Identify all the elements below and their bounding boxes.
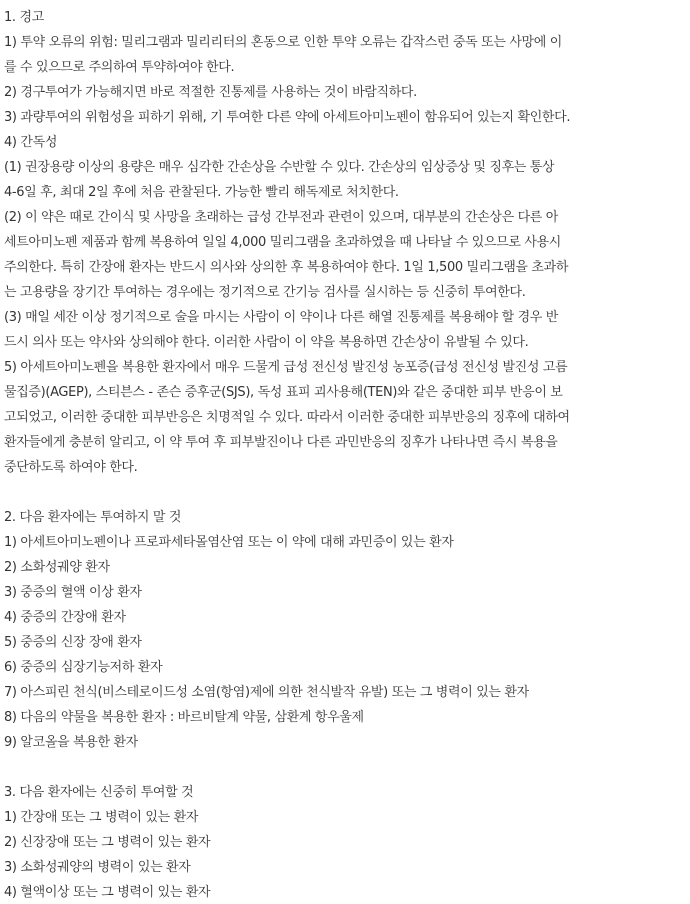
text-line: (2) 이 약은 때로 간이식 및 사망을 초래하는 급성 간부전과 관련이 있으며, 대부분의 간손상은 다른 아 xyxy=(4,210,558,225)
section-heading-cautions: 3. 다음 환자에는 신중히 투여할 것 xyxy=(4,785,194,800)
section-heading-warnings: 1. 경고 xyxy=(4,10,44,25)
text-line: 주의한다. 특히 간장애 환자는 반드시 의사와 상의한 후 복용하여야 한다. 1일 1,500 밀리그램을 초과하 xyxy=(4,260,569,275)
text-line: 고되었고, 이러한 중대한 피부반응은 치명적일 수 있다. 따라서 이러한 중대한 피부반응의 징후에 대하여 xyxy=(4,410,570,425)
text-line: (1) 권장용량 이상의 용량은 매우 심각한 간손상을 수반할 수 있다. 간손상의 임상증상 및 징후는 통상 xyxy=(4,160,555,175)
text-line: 1) 투약 오류의 위험: 밀리그램과 밀리리터의 혼동으로 인한 투약 오류는 갑작스런 중독 또는 사망에 이 xyxy=(4,35,562,50)
list-item: 4) 중증의 간장애 환자 xyxy=(4,610,126,625)
text-line: 물집증)(AGEP), 스티븐스 - 존슨 증후군(SJS), 독성 표피 괴사용해(TEN)와 같은 중대한 피부 반응이 보 xyxy=(4,385,563,400)
list-item: 6) 중증의 심장기능저하 환자 xyxy=(4,660,163,675)
text-line: 를 수 있으므로 주의하여 투약하여야 한다. xyxy=(4,60,235,75)
list-item: 4) 혈액이상 또는 그 병력이 있는 환자 xyxy=(4,885,211,900)
text-line: 3) 과량투여의 위험성을 피하기 위해, 기 투여한 다른 약에 아세트아미노펜이 함유되어 있는지 확인한다. xyxy=(4,110,571,125)
text-line: 는 고용량을 장기간 투여하는 경우에는 정기적으로 간기능 검사를 실시하는 등 신중히 투여한다. xyxy=(4,285,526,300)
list-item: 1) 간장애 또는 그 병력이 있는 환자 xyxy=(4,810,199,825)
list-item: 7) 아스피린 천식(비스테로이드성 소염(항염)제에 의한 천식발작 유발) 또는 그 병력이 있는 환자 xyxy=(4,685,529,700)
list-item: 2) 신장장애 또는 그 병력이 있는 환자 xyxy=(4,835,211,850)
list-item: 1) 아세트아미노펜이나 프로파세타몰염산염 또는 이 약에 대해 과민증이 있는 환자 xyxy=(4,535,454,550)
list-item: 8) 다음의 약물을 복용한 환자 : 바르비탈계 약물, 삼환계 항우울제 xyxy=(4,710,364,725)
text-line: 환자들에게 충분히 알리고, 이 약 투여 후 피부발진이나 다른 과민반응의 징후가 나타나면 즉시 복용을 xyxy=(4,435,558,450)
list-item: 3) 소화성궤양의 병력이 있는 환자 xyxy=(4,860,191,875)
text-line: 2) 경구투여가 가능해지면 바로 적절한 진통제를 사용하는 것이 바람직하다. xyxy=(4,85,417,100)
text-line: 드시 의사 또는 약사와 상의해야 한다. 이러한 사람이 이 약을 복용하면 간손상이 유발될 수 있다. xyxy=(4,335,529,350)
text-line: 세트아미노펜 제품과 함께 복용하여 일일 4,000 밀리그램을 초과하였을 때 나타날 수 있으므로 사용시 xyxy=(4,235,561,250)
text-line: 4-6일 후, 최대 2일 후에 처음 관찰된다. 가능한 빨리 해독제로 처치한다. xyxy=(4,185,399,200)
text-line: (3) 매일 세잔 이상 정기적으로 술을 마시는 사람이 이 약이나 다른 해열 진통제를 복용해야 할 경우 반 xyxy=(4,310,558,325)
list-item: 9) 알코올을 복용한 환자 xyxy=(4,735,138,750)
list-item: 2) 소화성궤양 환자 xyxy=(4,560,110,575)
text-line: 중단하도록 하여야 한다. xyxy=(4,460,138,475)
list-item: 5) 중증의 신장 장애 환자 xyxy=(4,635,142,650)
list-item: 3) 중증의 혈액 이상 환자 xyxy=(4,585,142,600)
text-line: 5) 아세트아미노펜을 복용한 환자에서 매우 드물게 급성 전신성 발진성 농포증(급성 전신성 발진성 고름 xyxy=(4,360,568,375)
text-line: 4) 간독성 xyxy=(4,135,58,150)
section-heading-contraindications: 2. 다음 환자에는 투여하지 말 것 xyxy=(4,510,182,525)
